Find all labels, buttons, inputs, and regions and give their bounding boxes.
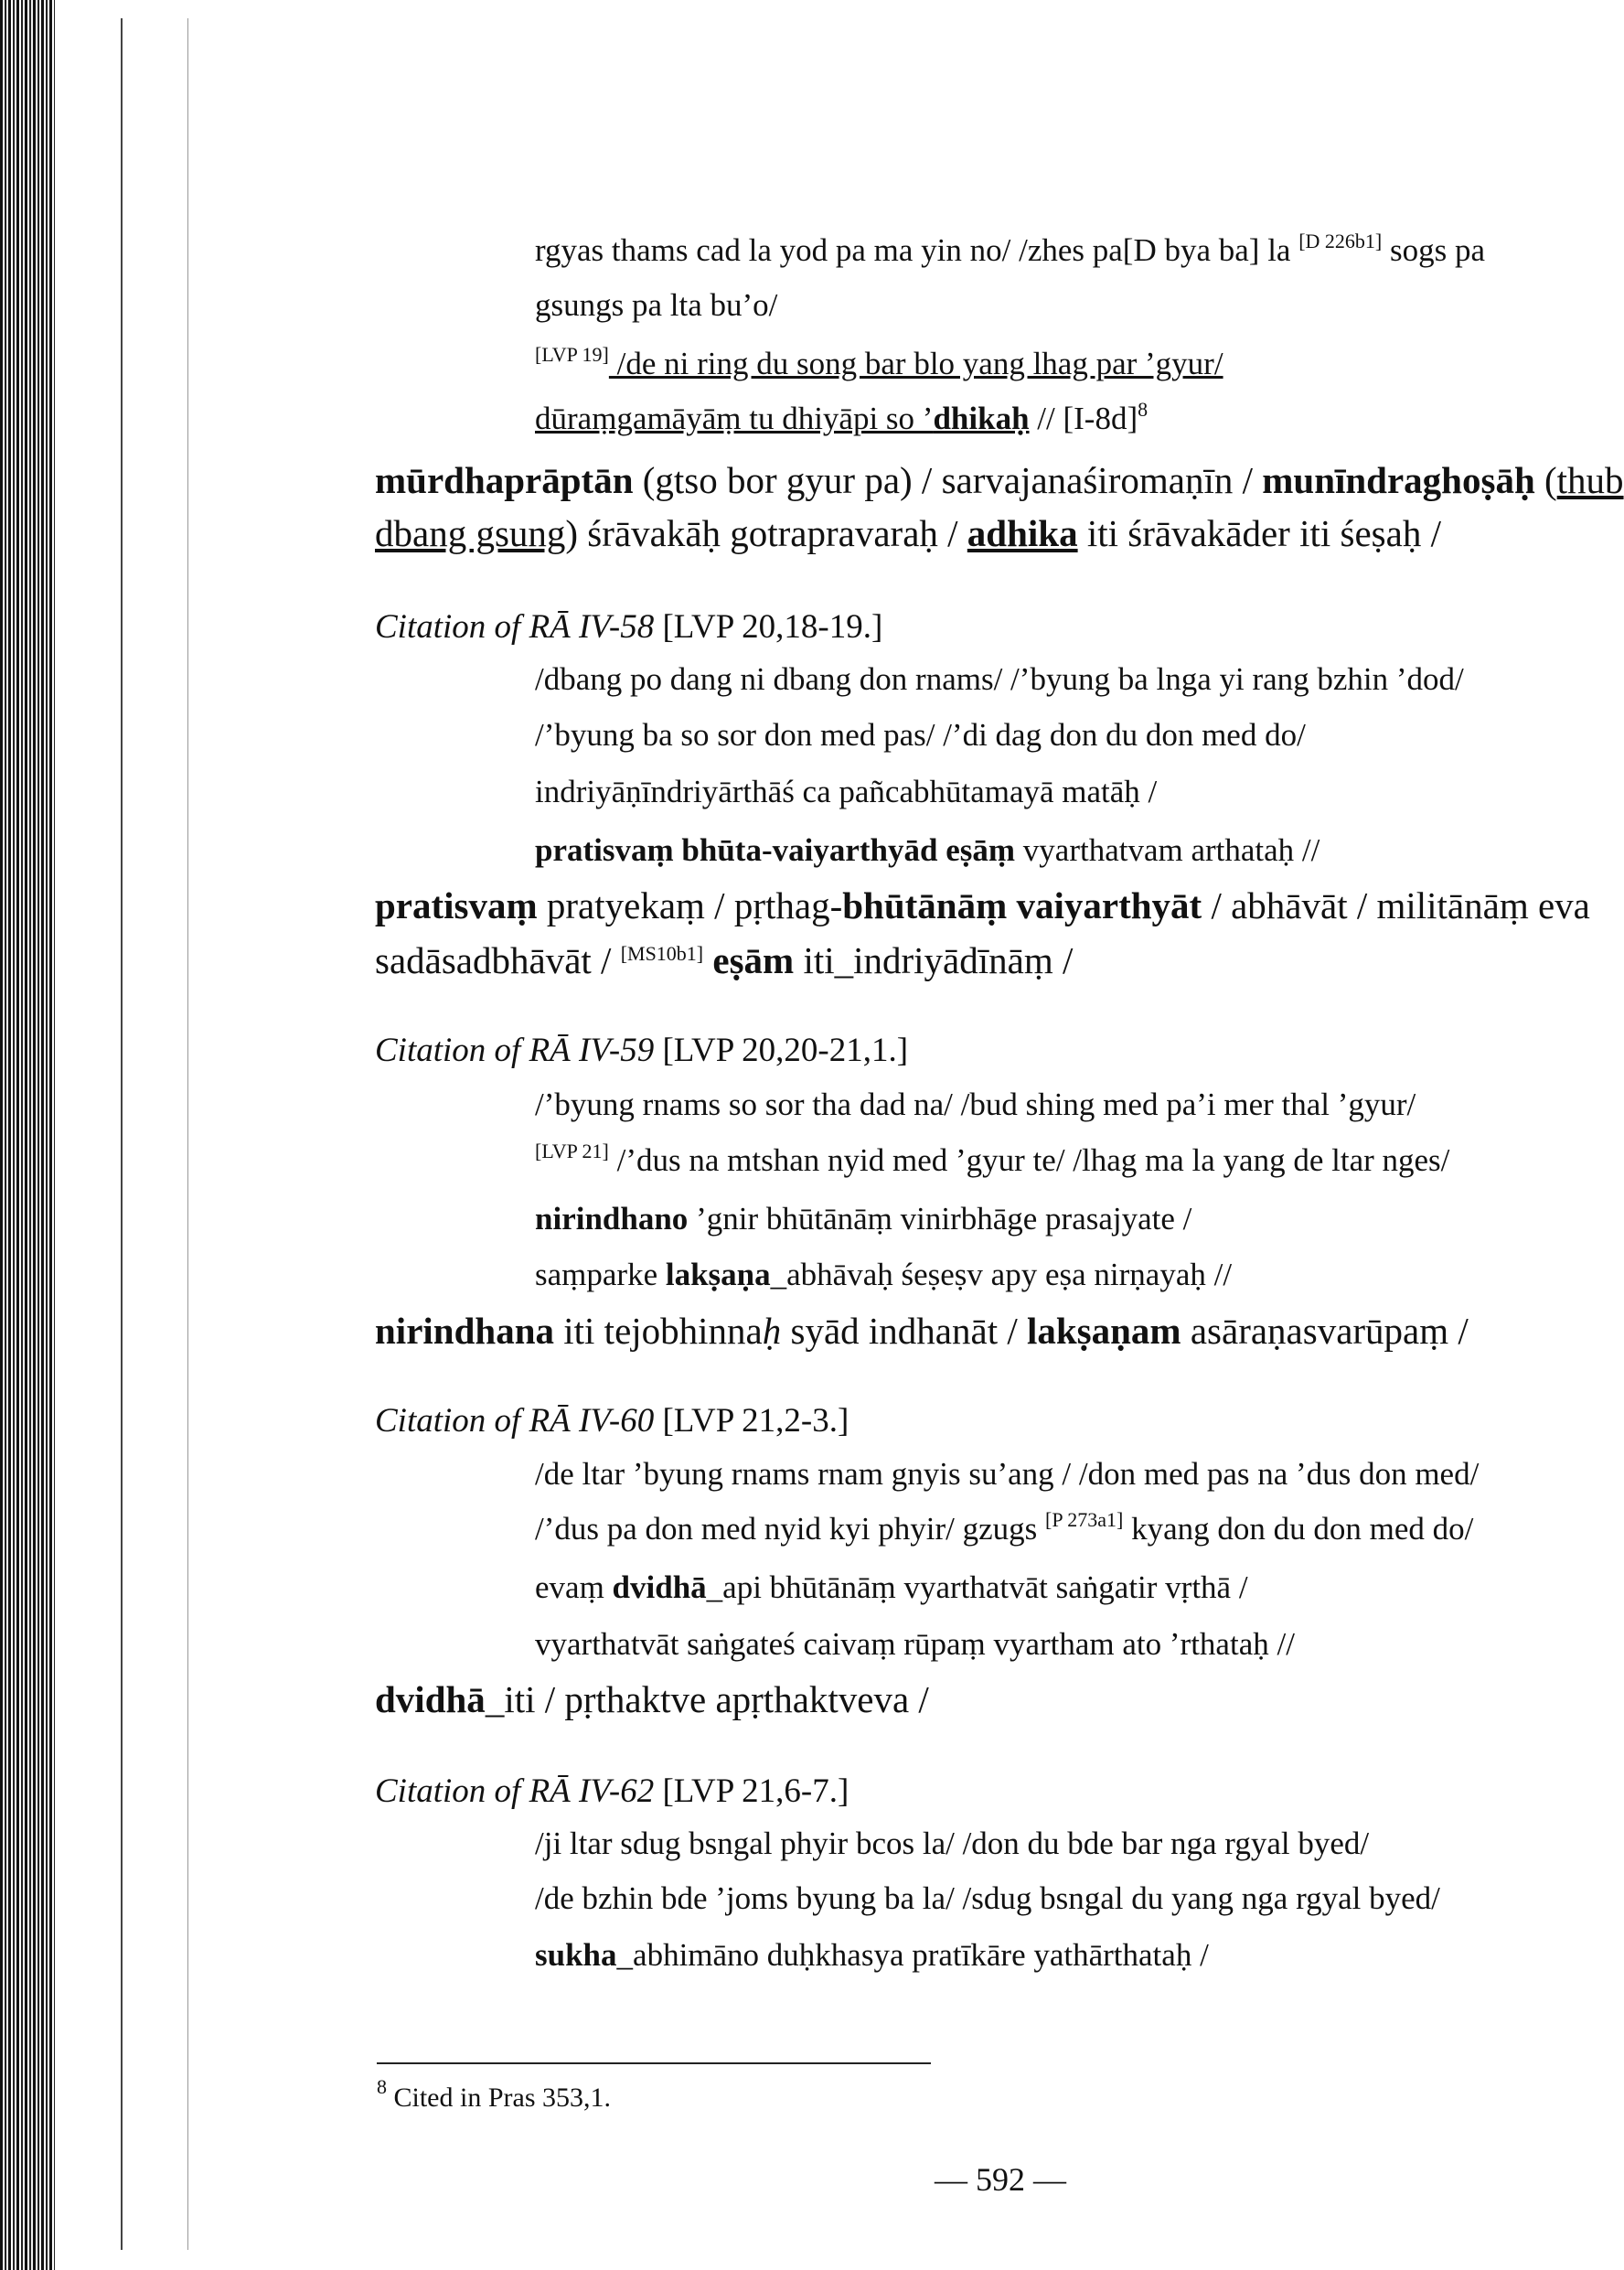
citation-heading: Citation of RĀ IV-60 [LVP 21,2-3.] [375, 1402, 849, 1440]
verse-line: /de ltar ’byung rnams rnam gnyis su’ang / /don med pas na ’dus don med/ [535, 1456, 1480, 1492]
verse-line: /ji ltar sdug bsngal phyir bcos la/ /don du bde bar nga rgyal byed/ [535, 1826, 1370, 1861]
verse-line: [LVP 21] /’dus na mtshan nyid med ’gyur te/ /lhag ma la yang de ltar nges/ [535, 1140, 1450, 1178]
verse-line: gsungs pa lta bu’o/ [535, 287, 778, 323]
verse-line: vyarthatvāt saṅgateś caivaṃ rūpaṃ vyartham ato ’rthataḥ // [535, 1626, 1295, 1662]
commentary-line: mūrdhaprāptān (gtso bor gyur pa) / sarvajanaśiromaṇīn / munīndraghoṣāḥ (thub [375, 459, 1624, 501]
verse-line: /’byung rnams so sor tha dad na/ /bud shing med pa’i mer thal ’gyur/ [535, 1087, 1416, 1122]
commentary-line: dbang gsung) śrāvakāḥ gotrapravaraḥ / adhika iti śrāvakāder iti śeṣaḥ / [375, 512, 1441, 554]
verse-line: [LVP 19] /de ni ring du song bar blo yang lhag par ’gyur/ [535, 343, 1223, 381]
page-number: — 592 — [935, 2161, 1066, 2198]
citation-heading: Citation of RĀ IV-59 [LVP 20,20-21,1.] [375, 1032, 909, 1069]
commentary-line: pratisvaṃ pratyekaṃ / pṛthag-bhūtānāṃ vaiyarthyāt / abhāvāt / militānāṃ eva [375, 884, 1590, 926]
verse-line: rgyas thams cad la yod pa ma yin no/ /zhes pa[D bya ba] la [D 226b1] sogs pa [535, 230, 1486, 268]
footnote: $^8$ Cited in Pras 353,1. [377, 2075, 611, 2113]
verse-line: nirindhano ’gnir bhūtānāṃ vinirbhāge prasajyate / [535, 1201, 1192, 1237]
verse-line: evaṃ dvidhā_api bhūtānāṃ vyarthatvāt saṅgatir vṛthā / [535, 1569, 1248, 1605]
commentary-line: nirindhana iti tejobhinnaḥ syād indhanāt / lakṣaṇam asāraṇasvarūpaṃ / [375, 1310, 1469, 1352]
verse-line: /’dus pa don med nyid kyi phyir/ gzugs [P 273a1] kyang don du don med do/ [535, 1508, 1474, 1547]
citation-heading: Citation of RĀ IV-58 [LVP 20,18-19.] [375, 608, 883, 646]
verse-line: /de bzhin bde ’joms byung ba la/ /sdug bsngal du yang nga rgyal byed/ [535, 1880, 1440, 1916]
commentary-line: sadāsadbhāvāt / [MS10b1] eṣām iti_indriyādīnāṃ / [375, 939, 1074, 981]
book-spine-shadow [0, 0, 55, 2270]
commentary-line: dvidhā_iti / pṛthaktve apṛthaktveva / [375, 1678, 929, 1720]
verse-line: /’byung ba so sor don med pas/ /’di dag don du don med do/ [535, 717, 1306, 753]
citation-heading: Citation of RĀ IV-62 [LVP 21,6-7.] [375, 1772, 849, 1810]
verse-line: sukha_abhimāno duḥkhasya pratīkāre yathārthataḥ / [535, 1937, 1209, 1973]
verse-line: /dbang po dang ni dbang don rnams/ /’byung ba lnga yi rang bzhin ’dod/ [535, 661, 1464, 697]
verse-line: dūraṃgamāyāṃ tu dhiyāpi so ’dhikaḥ // $[I-8d]^8$ [535, 398, 1149, 436]
verse-line: indriyāṇīndriyārthāś ca pañcabhūtamayā matāḥ / [535, 774, 1158, 809]
verse-line: saṃparke lakṣaṇa_abhāvaḥ śeṣeṣv apy eṣa nirṇayaḥ // [535, 1257, 1233, 1292]
page-edge-line [121, 18, 123, 2250]
page-edge-line [187, 18, 188, 2250]
footnote-rule [377, 2062, 931, 2064]
verse-line: pratisvaṃ bhūta-vaiyarthyād eṣāṃ vyarthatvam arthataḥ // [535, 832, 1320, 868]
